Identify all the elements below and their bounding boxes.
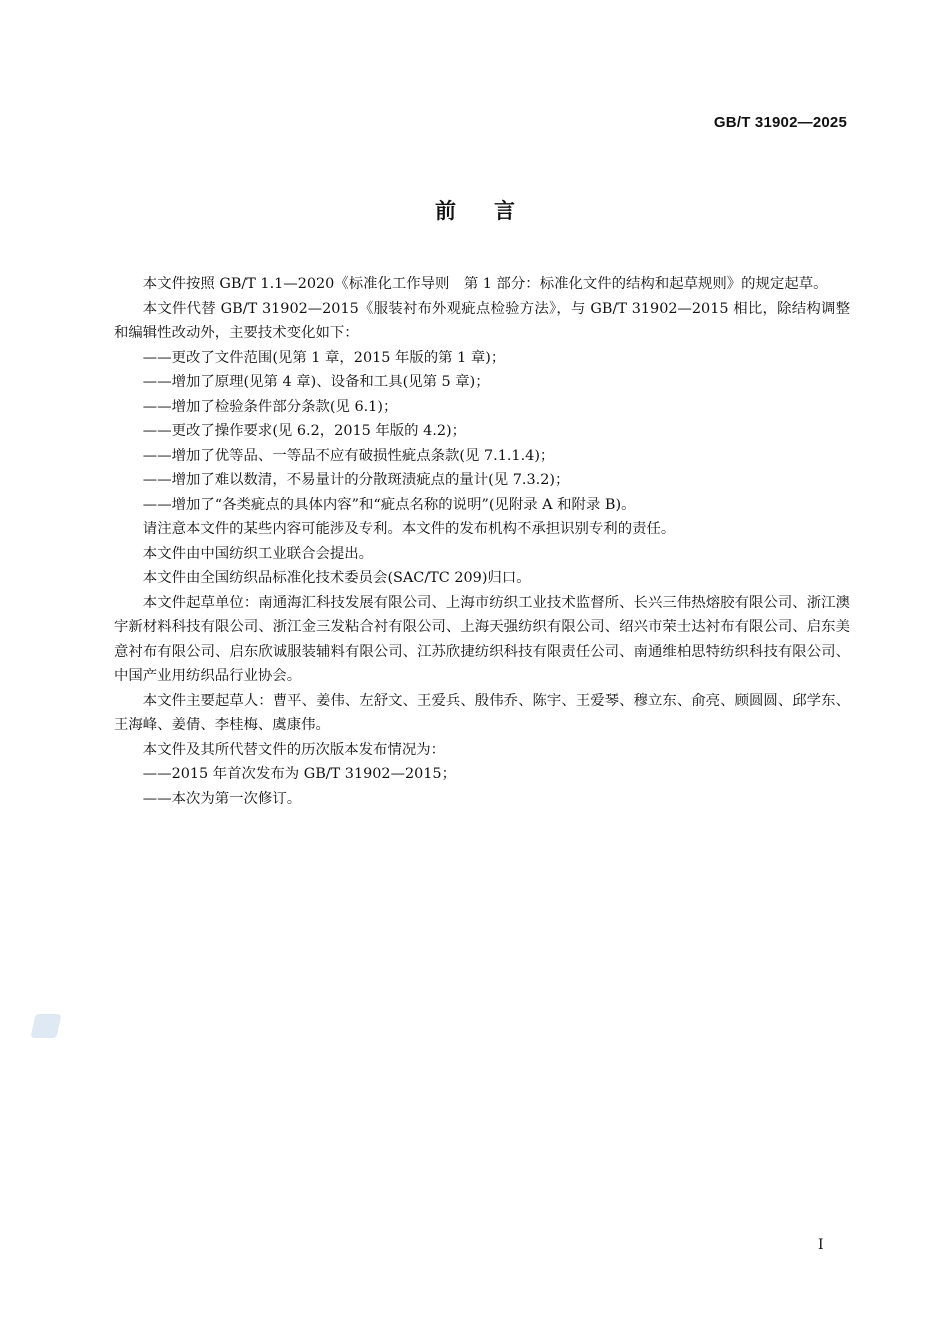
list-item: ——2015 年首次发布为 GB/T 31902—2015； [142, 766, 456, 782]
page-title: 前言 [435, 199, 553, 223]
list-item: ——增加了优等品、一等品不应有破损性疵点条款(见 7.1.1.4)； [142, 447, 555, 464]
paragraph: 本文件起草单位：南通海汇科技发展有限公司、上海市纺织工业技术监督所、长兴三伟热熔胶有限公司、浙江澳宇新材料科技有限公司、浙江金三发粘合衬有限公司、上海天强纺织有限公司、绍兴市荣士达衬布有限公司、启东美意衬布有限公司、启东欣诚服装辅料有限公司、江苏欣捷纺织科技有限责任公司、南通维柏思特纺织科技有限公司、中国产业用纺织品行业协会。 [114, 594, 850, 684]
list-item: ——本次为第一次修订。 [142, 790, 302, 807]
foreword-body [114, 272, 850, 811]
list-item: ——增加了难以数清，不易量计的分散斑渍疵点的量计(见 7.3.2)； [142, 472, 570, 488]
sac-watermark-logo [30, 1014, 61, 1038]
paragraph: 本文件由中国纺织工业联合会提出。 [142, 545, 374, 562]
list-item: ——增加了“各类疵点的具体内容”和“疵点名称的说明”(见附录 A 和附录 B)。 [142, 496, 636, 513]
paragraph: 本文件由全国纺织品标准化技术委员会(SAC/TC 209)归口。 [142, 570, 531, 586]
list-item: ——增加了原理(见第 4 章)、设备和工具(见第 5 章)； [142, 374, 490, 390]
page-number: I [818, 1237, 824, 1253]
paragraph: 本文件及其所代替文件的历次版本发布情况为： [142, 741, 446, 758]
list-item: ——更改了文件范围(见第 1 章，2015 年版的第 1 章)； [142, 349, 506, 366]
standard-number: GB/T 31902—2025 [713, 114, 847, 131]
list-item: ——更改了操作要求(见 6.2，2015 年版的 4.2)； [142, 423, 467, 439]
paragraph: 本文件代替 GB/T 31902—2015《服装衬布外观疵点检验方法》，与 GB/T 31902—2015 相比，除结构调整和编辑性改动外，主要技术变化如下： [114, 300, 850, 341]
paragraph: 请注意本文件的某些内容可能涉及专利。本文件的发布机构不承担识别专利的责任。 [142, 521, 676, 537]
list-item: ——增加了检验条件部分条款(见 6.1)； [142, 398, 398, 415]
paragraph: 本文件按照 GB/T 1.1—2020《标准化工作导则 第 1 部分：标准化文件的结构和起草规则》的规定起草。 [142, 276, 828, 292]
paragraph: 本文件主要起草人：曹平、姜伟、左舒文、王爱兵、殷伟乔、陈宇、王爱琴、穆立东、俞亮、顾圆圆、邱学东、王海峰、姜倩、李桂梅、虞康伟。 [114, 692, 850, 733]
